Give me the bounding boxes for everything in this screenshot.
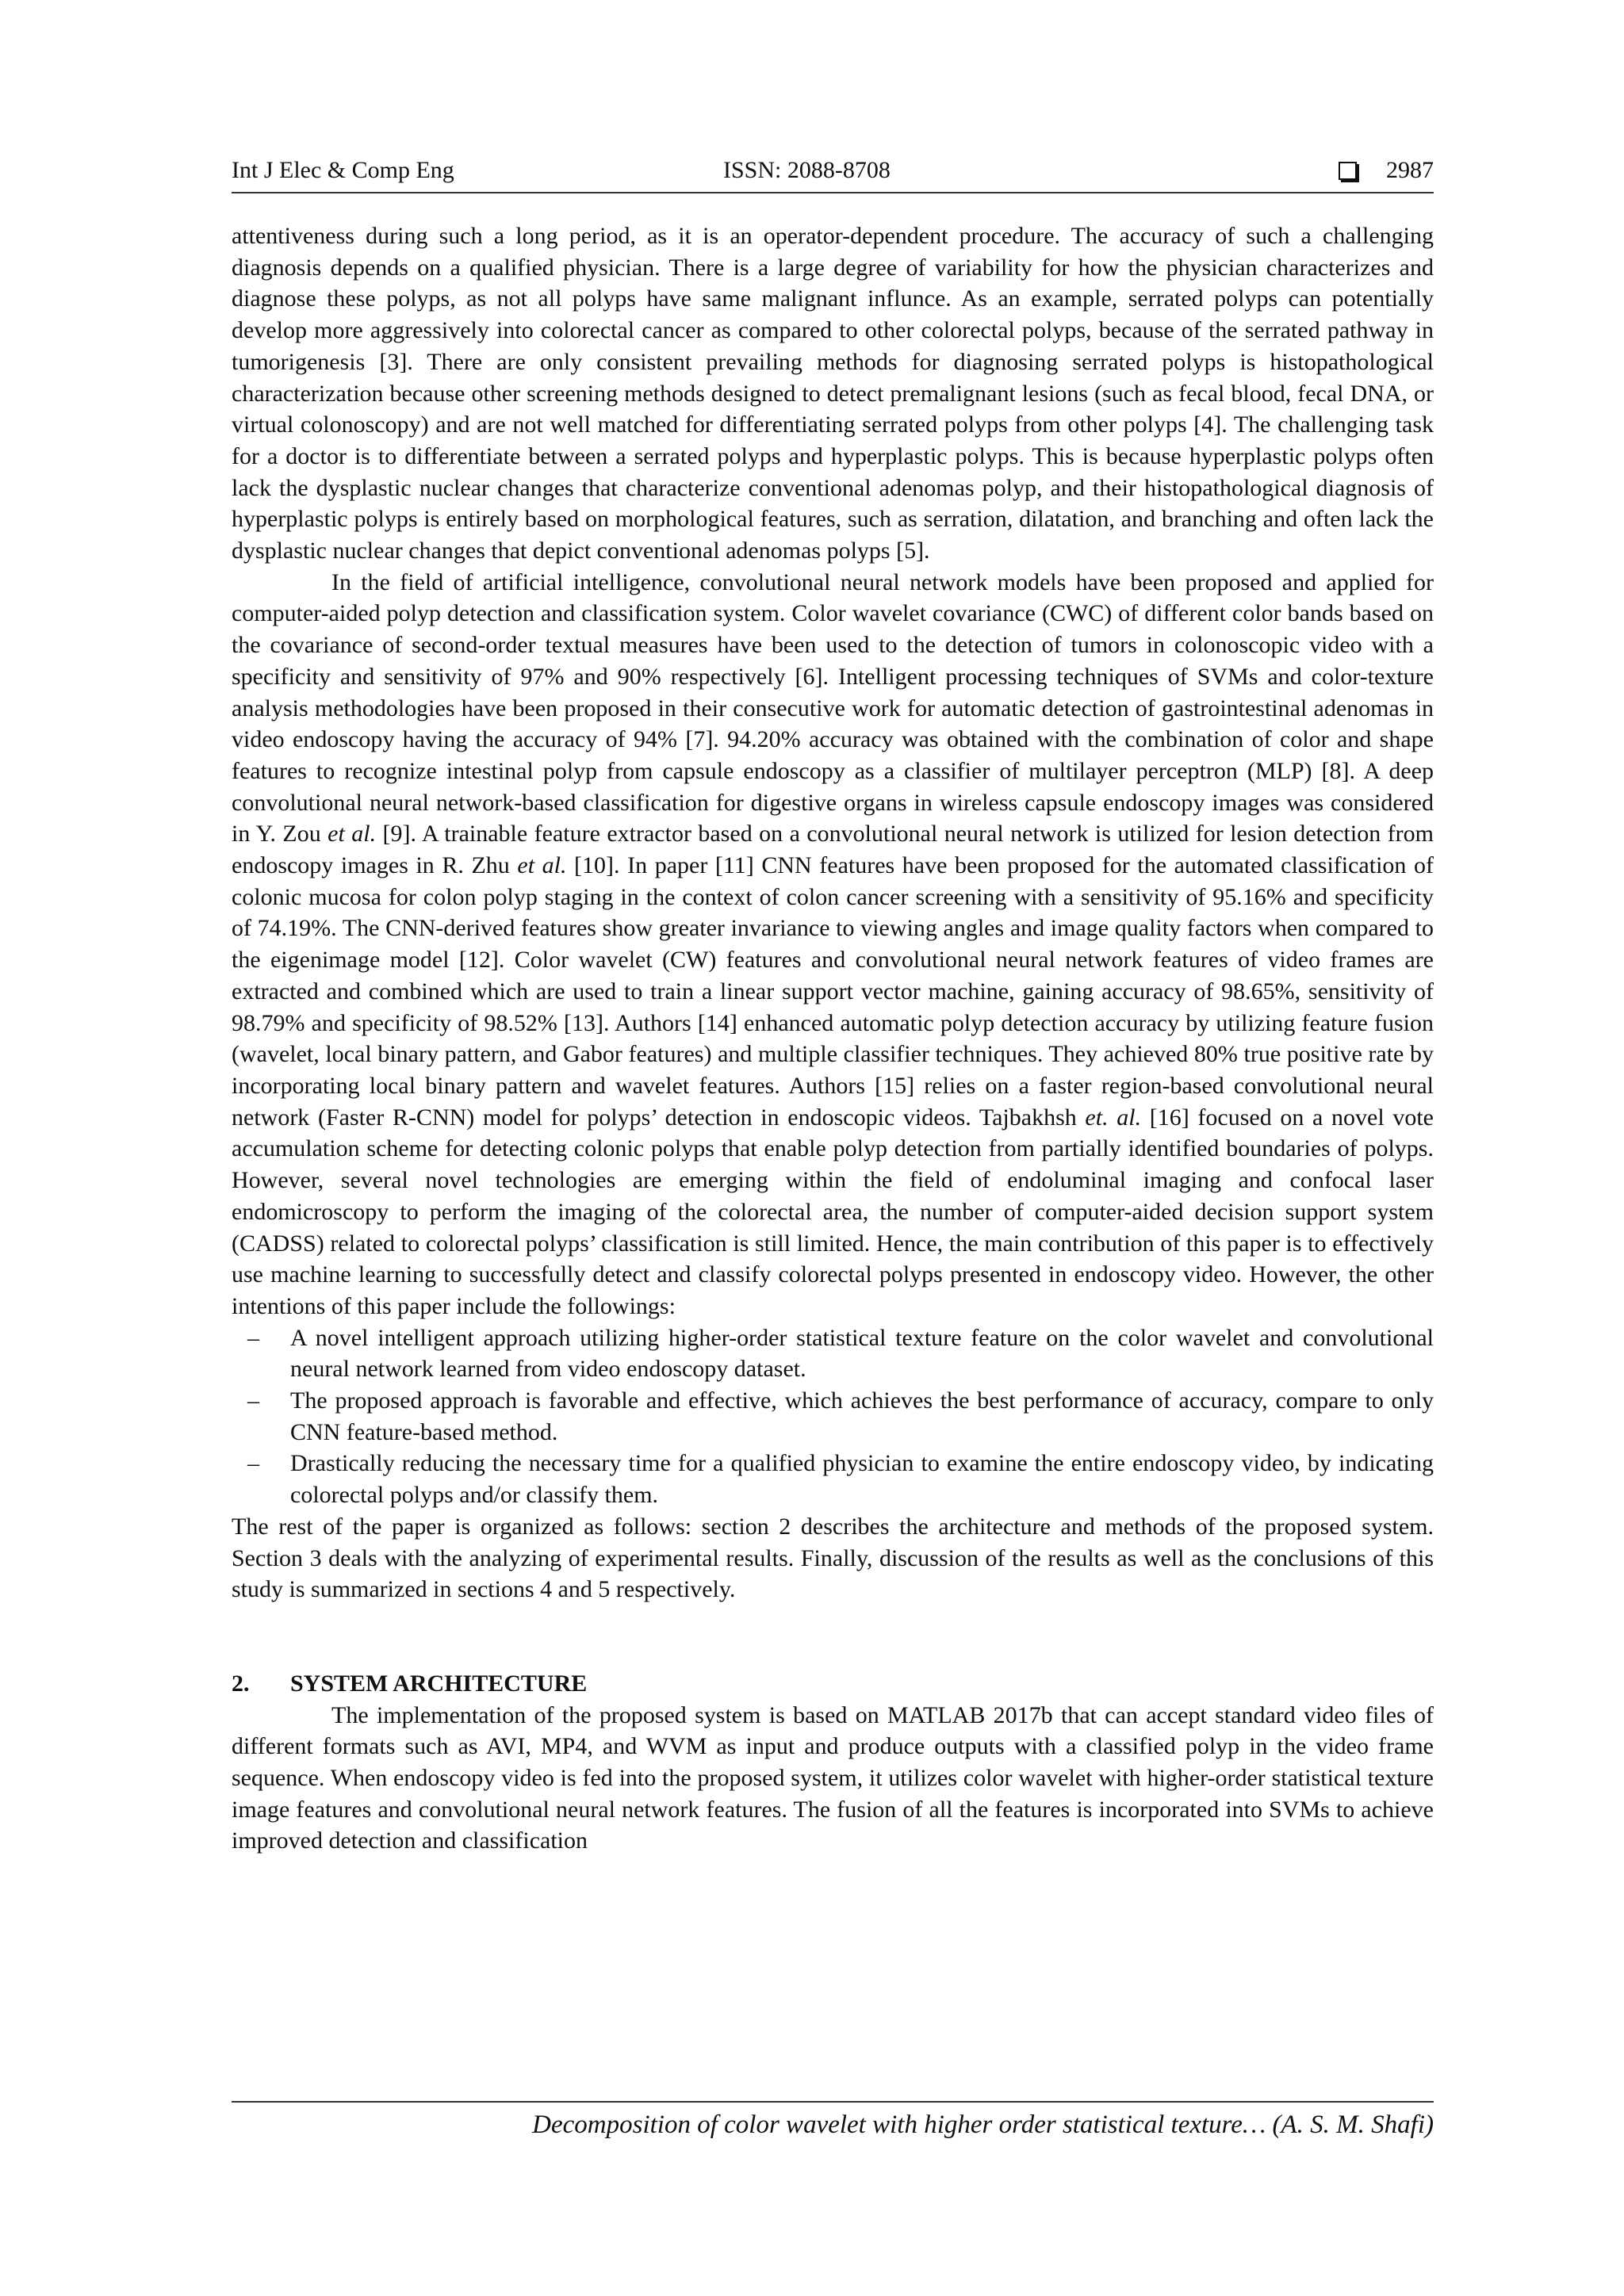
- checkbox-square-icon: [1339, 162, 1357, 180]
- page-number: 2987: [1386, 157, 1434, 183]
- text-run: [10]. In paper [11] CNN features have been proposed for the automated classification of colonic mucosa for colon polyp staging in the context of colon cancer screening with a sensitivity of 95.16% and specificity of 74.19%. The CNN-derived features show greater invariance to viewing angles and image quality factors when compared to the eigenimage model [12]. Color wavelet (CW) features and convolutional neural network features of video frames are extracted and combined which are used to train a linear support vector machine, gaining accuracy of 98.65%, sensitivity of 98.79% and specificity of 98.52% [13]. Authors [14] enhanced automatic polyp detection accuracy by utilizing feature fusion (wavelet, local binary pattern, and Gabor features) and multiple classifier techniques. They achieved 80% true positive rate by incorporating local binary pattern and wavelet features. Authors [15] relies on a faster region-based convolutional neural network (Faster R-CNN) model for polyps’ detection in endoscopic videos. Tajbakhsh: [232, 852, 1434, 1131]
- italic-et-al: et. al.: [1085, 1104, 1142, 1131]
- section-number: 2.: [232, 1670, 250, 1697]
- paragraph-related-work: [232, 567, 1434, 1322]
- italic-et-al: et al.: [327, 821, 377, 848]
- dash-bullet: –: [247, 1450, 259, 1477]
- running-footer: Decomposition of color wavelet with higher order statistical texture… (A. S. M. Shafi): [532, 2110, 1434, 2139]
- footer-divider: [232, 2101, 1434, 2103]
- body-text: [232, 220, 1434, 1857]
- paragraph-organization: The rest of the paper is organized as follows: section 2 describes the architecture and methods of the proposed system. Section 3 deals with the analyzing of experimental results. Finally, discussion of the results as well as the conclusions of this study is summarized in sections 4 and 5 respectively.: [232, 1513, 1434, 1603]
- section-heading: [232, 1668, 1434, 1700]
- dash-bullet: –: [247, 1324, 259, 1351]
- paragraph-continued: attentiveness during such a long period, as it is an operator-dependent procedure. The accuracy of such a challenging diagnosis depends on a qualified physician. There is a large degree of variability for how the physician characterizes and diagnose these polyps, as not all polyps have same malignant influnce. As an example, serrated polyps can potentially develop more aggressively into colorectal cancer as compared to other colorectal polyps, because of the serrated pathway in tumorigenesis [3]. There are only consistent prevailing methods for diagnosing serrated polyps is histopathological characterization because other screening methods designed to detect premalignant lesions (such as fecal blood, fecal DNA, or virtual colonoscopy) and are not well matched for differentiating serrated polyps from other polyps [4]. The challenging task for a doctor is to differentiate between a serrated polyps and hyperplastic polyps. This is because hyperplastic polyps often lack the dysplastic nuclear changes that characterize conventional adenomas polyp, and their histopathological diagnosis of hyperplastic polyps is entirely based on morphological features, such as serration, dilatation, and branching and often lack the dysplastic nuclear changes that depict conventional adenomas polyps [5].: [232, 223, 1434, 564]
- contribution-list: [232, 1322, 1434, 1511]
- section-title: SYSTEM ARCHITECTURE: [290, 1670, 588, 1697]
- list-item-text: The proposed approach is favorable and effective, which achieves the best performance of accuracy, compare to only CNN feature-based method.: [290, 1387, 1434, 1445]
- italic-et-al: et al.: [517, 852, 567, 879]
- text-run: [16] focused on a novel vote accumulation scheme for detecting colonic polyps that enable polyp detection from partially identified boundaries of polyps. However, several novel technologies are emerging within the field of endoluminal imaging and confocal laser endomicroscopy to perform the imaging of the colorectal area, the number of computer-aided decision support system (CADSS) related to colorectal polyps’ classification is still limited. Hence, the main contribution of this paper is to effectively use machine learning to successfully detect and classify colorectal polyps presented in endoscopy video. However, the other intentions of this paper include the followings:: [232, 1104, 1434, 1319]
- list-item: [232, 1448, 1434, 1510]
- running-header: [232, 157, 1434, 193]
- list-item-text: A novel intelligent approach utilizing higher-order statistical texture feature on the color wavelet and convolutional neural network learned from video endoscopy dataset.: [290, 1324, 1434, 1383]
- list-item-text: Drastically reducing the necessary time for a qualified physician to examine the entire endoscopy video, by indicating colorectal polyps and/or classify them.: [290, 1450, 1434, 1509]
- list-item: [232, 1385, 1434, 1448]
- journal-name: Int J Elec & Comp Eng: [232, 157, 454, 183]
- paragraph-system-architecture: The implementation of the proposed system is based on MATLAB 2017b that can accept standard video files of different formats such as AVI, MP4, and WVM as input and produce outputs with a classified polyp in the video frame sequence. When endoscopy video is fed into the proposed system, it utilizes color wavelet with higher-order statistical texture image features and convolutional neural network features. The fusion of all the features is incorporated into SVMs to achieve improved detection and classification: [232, 1701, 1434, 1854]
- dash-bullet: –: [247, 1387, 259, 1414]
- issn-number: ISSN: 2088-8708: [723, 157, 891, 183]
- text-run: In the field of artificial intelligence, convolutional neural network models have been proposed and applied for computer-aided polyp detection and classification system. Color wavelet covariance (CWC) of different color bands based on the covariance of second-order textual measures have been used to the detection of tumors in colonoscopic video with a specificity and sensitivity of 97% and 90% respectively [6]. Intelligent processing techniques of SVMs and color-texture analysis methodologies have been proposed in their consecutive work for automatic detection of gastrointestinal adenomas in video endoscopy having the accuracy of 94% [7]. 94.20% accuracy was obtained with the combination of color and shape features to recognize intestinal polyp from capsule endoscopy as a classifier of multilayer perceptron (MLP) [8]. A deep convolutional neural network-based classification for digestive organs in wireless capsule endoscopy images was considered in Y. Zou: [232, 568, 1434, 848]
- list-item: [232, 1322, 1434, 1385]
- text-run: [9]. A trainable feature extractor based on a convolutional neural network is utilized for lesion detection from endoscopy images in R. Zhu: [232, 821, 1434, 879]
